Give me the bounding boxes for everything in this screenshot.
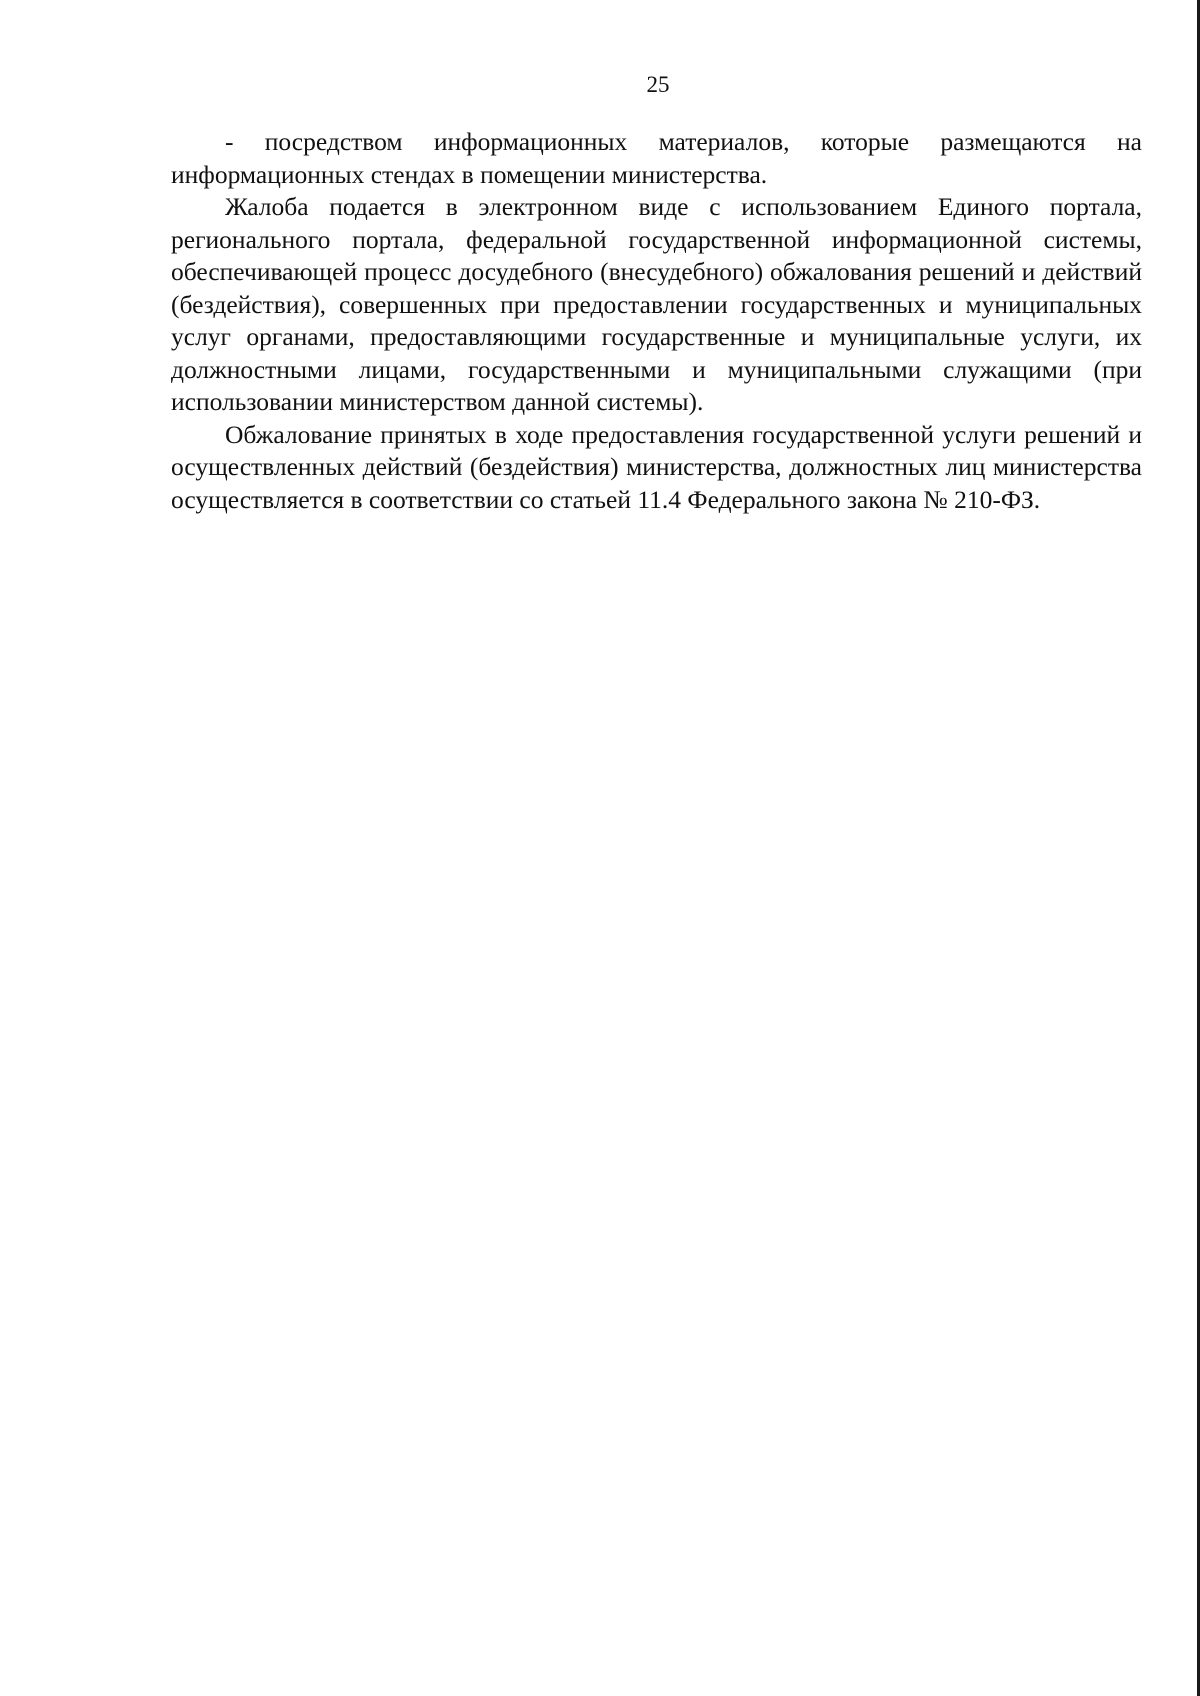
page-number: 25 bbox=[646, 72, 670, 97]
paragraph-information-stands: - посредством информационных материалов, которые размещаются на информационных стендах в помещении министерства. bbox=[171, 127, 1142, 189]
paragraph-electronic-complaint: Жалоба подается в электронном виде с использованием Единого портала, регионального портала, федеральной государственной информационной системы, обеспечивающей процесс досудебного (внесудебного) обжалования решений и действий (бездействия), совершенных при предоставлении государственных и муниципальных услуг органами, предоставляющими государственные и муниципальные услуги, их должностными лицами, государственными и муниципальными служащими (при использовании министерством данной системы). bbox=[171, 192, 1142, 416]
paragraph-appeal-procedure: Обжалование принятых в ходе предоставления государственной услуги решений и осуществленных действий (бездействия) министерства, должностных лиц министерства осуществляется в соответствии со статьей 11.4 Федерального закона № 210-ФЗ. bbox=[171, 419, 1142, 514]
document-body bbox=[171, 126, 1142, 516]
